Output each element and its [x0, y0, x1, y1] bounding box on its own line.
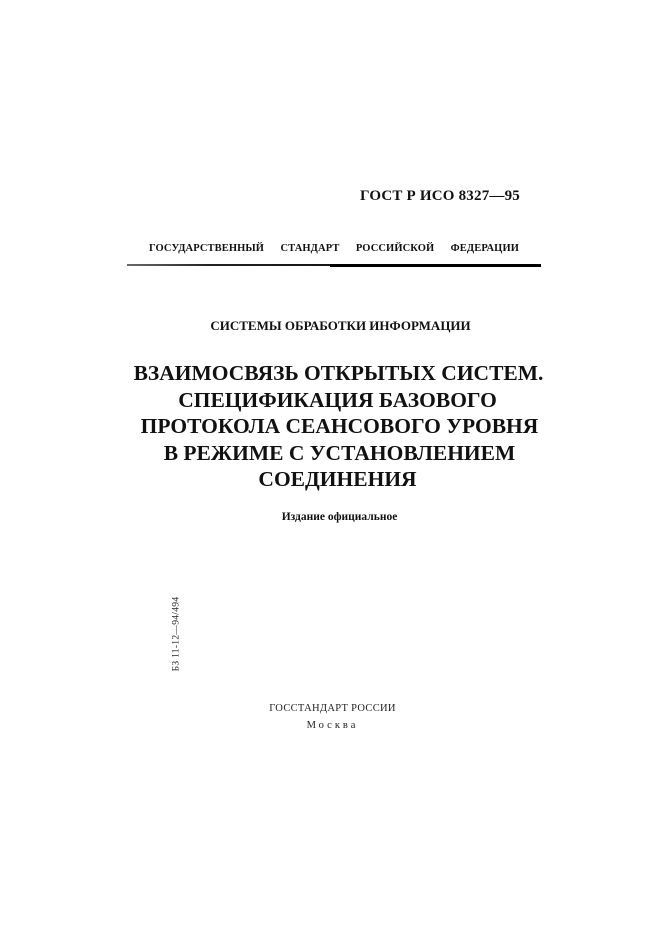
- document-title: [0, 360, 661, 493]
- side-code: [169, 590, 183, 678]
- edition-text: Издание официальное: [281, 511, 398, 523]
- standard-header-word: РОССИЙСКОЙ: [355, 243, 435, 254]
- title-line: В РЕЖИМЕ С УСТАНОВЛЕНИЕМ: [163, 440, 516, 465]
- publisher-name: [0, 703, 661, 714]
- publisher-name-text: ГОССТАНДАРТ РОССИИ: [269, 703, 396, 714]
- series-title-text: СИСТЕМЫ ОБРАБОТКИ ИНФОРМАЦИИ: [210, 318, 471, 333]
- title-line: ПРОТОКОЛА СЕАНСОВОГО УРОВНЯ: [140, 414, 539, 438]
- standard-designation: ГОСТ Р ИСО 8327—95: [359, 188, 520, 204]
- title-line: СОЕДИНЕНИЯ: [258, 467, 417, 491]
- side-code-text: БЗ 11-12—94/494: [171, 596, 182, 672]
- edition-note: [0, 511, 661, 523]
- standard-header-word: ФЕДЕРАЦИИ: [450, 243, 519, 254]
- publisher-city-text: Москва: [306, 720, 359, 731]
- title-line: ВЗАИМОСВЯЗЬ ОТКРЫТЫХ СИСТЕМ.: [133, 361, 544, 385]
- series-title: [0, 318, 661, 334]
- standard-header: [127, 243, 541, 254]
- standard-header-word: ГОСУДАРСТВЕННЫЙ: [149, 243, 265, 254]
- standard-header-word: СТАНДАРТ: [280, 243, 340, 254]
- header-divider-thick: [330, 264, 541, 267]
- publisher-city: [0, 720, 661, 731]
- title-line: СПЕЦИФИКАЦИЯ БАЗОВОГО: [178, 387, 497, 412]
